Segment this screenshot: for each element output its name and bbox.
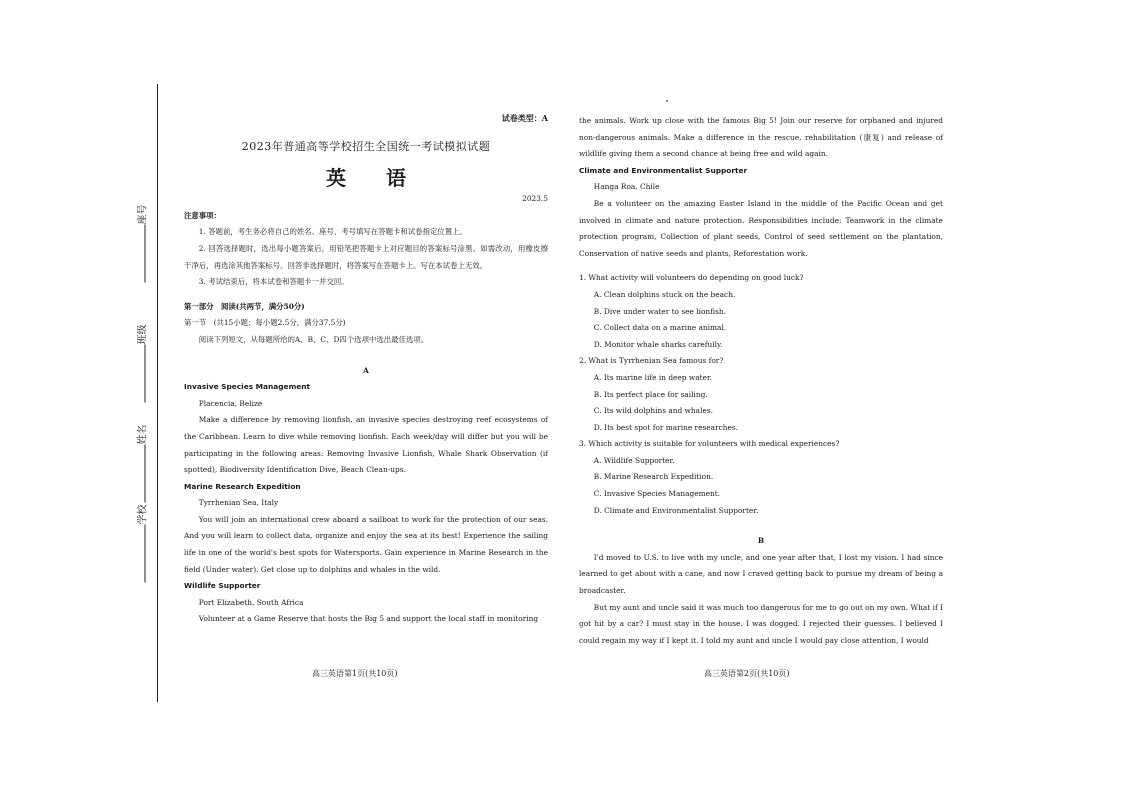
page-footer-left: 高三英语第1页(共10页) — [312, 669, 398, 678]
exam-title: 2023年普通高等学校招生全国统一考试模拟试题 — [241, 139, 491, 153]
program-text-marine: You will join an international crew aboard a sailboat to work for the protection of our seas. And you will learn to collect data, organize and enjoy the sea at its best! Experience the sailing life in one of the world's best spots for Watersports. Gain experience in Marine Research in the field (Under water). Get close up to dolphins and whales in the wild. — [184, 514, 548, 574]
exam-date: 2023.5 — [522, 194, 548, 204]
program-location-marine: Tyrrhenian Sea, Italy — [198, 498, 279, 508]
passage-b-letter: B — [757, 536, 765, 546]
program-location-climate: Hanga Roa, Chile — [593, 182, 660, 192]
name-blank — [137, 445, 146, 503]
right-column — [579, 113, 943, 649]
question-1-option-d: D. Monitor whale sharks carefully. — [593, 339, 723, 349]
seat-label: 座号 — [137, 204, 149, 225]
question-1-stem: 1. What activity will volunteers do depending on good luck? — [579, 273, 804, 283]
page-footer-right: 高三英语第2页(共10页) — [704, 669, 790, 678]
scan-speck — [666, 100, 668, 102]
passage-b-paragraph-2: But my aunt and uncle said it was much too dangerous for me to go out on my own. What if I got hit by a car? I must stay in the house. I was dogged. I rejected their guesses. I believed I could regain my way if I kept it. I told my aunt and uncle I would pay close attention, I would — [579, 602, 943, 645]
class-label: 班级 — [137, 324, 149, 345]
school-blank — [137, 525, 146, 583]
section-sub: 第一节 (共15小题；每小题2.5分，满分37.5分) — [184, 318, 346, 328]
program-text-wildlife-part1: Volunteer at a Game Reserve that hosts the Big 5 and support the local staff in monitoring — [198, 614, 539, 624]
question-3-option-c: C. Invasive Species Management. — [593, 489, 721, 499]
paper-type: 试卷类型：A — [501, 113, 548, 123]
program-location-invasive: Placencia, Belize — [198, 398, 263, 408]
notes-item-3: 3. 考试结束后，将本试卷和答题卡一并交回。 — [198, 277, 349, 287]
question-3-option-b: B. Marine Research Expedition. — [593, 472, 714, 482]
binding-line — [157, 84, 158, 702]
question-2-option-b: B. Its perfect place for sailing. — [593, 389, 708, 399]
program-text-invasive: Make a difference by removing lionfish, an invasive species destroying reef ecosystems of the Caribbean. Learn to dive while removing lionfish. Each week/day will differ but you will be participating in the following areas: Removing Invasive Lionfish, Whale Shark Observation (if spotted), Biodiversity Identification Dive, Beach Clean-ups. — [184, 415, 548, 475]
section-instruction: 阅读下列短文，从每题所给的A、B、C、D四个选项中选出最佳选项。 — [198, 334, 429, 344]
binding-seat-field — [134, 205, 149, 287]
school-label: 学校 — [137, 504, 149, 525]
name-label: 姓名 — [137, 424, 149, 445]
notes-title: 注意事项： — [184, 210, 221, 220]
subject-title: 英语 — [326, 166, 446, 191]
program-title-invasive: Invasive Species Management — [184, 382, 311, 392]
question-3-stem: 3. Which activity is suitable for volunteers with medical experiences? — [579, 439, 840, 449]
question-2-option-c: C. Its wild dolphins and whales. — [593, 406, 713, 416]
notes-item-1: 1. 答题前，考生务必将自己的姓名、座号、考号填写在答题卡和试卷指定位置上。 — [198, 227, 467, 237]
question-1-option-b: B. Dive under water to see lionfish. — [593, 306, 727, 316]
program-text-climate: Be a volunteer on the amazing Easter Island in the middle of the Pacific Ocean and get involved in climate and nature protection. Responsibilities include: Teamwork in the climate protection program, Collection of plant seeds, Control of seed settlement on the plantation, Conservation of native seeds and plants, Reforestation work. — [579, 198, 943, 258]
question-1-option-a: A. Clean dolphins stuck on the beach. — [593, 289, 736, 299]
notes-item-2: 2. 回答选择题时，选出每小题答案后，用铅笔把答题卡上对应题目的答案标号涂黑。如需改动，用橡皮擦干净后，再选涂其他答案标号。回答非选择题时，将答案写在答题卡上。写在本试卷上无效。 — [184, 243, 548, 270]
seat-blank — [137, 225, 146, 283]
passage-a-letter: A — [363, 365, 369, 375]
question-3-option-d: D. Climate and Environmentalist Supporter. — [593, 505, 759, 515]
binding-name-field — [134, 425, 149, 507]
binding-class-field — [134, 325, 149, 407]
question-2-option-d: D. Its best spot for marine researches. — [593, 422, 738, 432]
passage-b-paragraph-1: I'd moved to U.S. to live with my uncle, and one year after that, I lost my vision. I had since learned to get about with a cane, and now I craved getting back to pursue my dream of being a broadcaster. — [579, 552, 943, 596]
program-location-wildlife: Port Elizabeth, South Africa — [198, 597, 304, 607]
question-3-option-a: A. Wildlife Supporter. — [593, 455, 675, 465]
section-part: 第一部分 阅读(共两节，满分50分) — [184, 301, 305, 311]
program-title-wildlife: Wildlife Supporter — [184, 581, 261, 591]
program-title-marine: Marine Research Expedition — [184, 481, 301, 491]
program-text-wildlife-part2: the animals. Work up close with the famous Big 5! Join our reserve for orphaned and injured non-dangerous animals. Make a difference in the rescue, rehabilitation (康复) and release of wildlife giving them a second chance at being free and wild again. — [579, 116, 943, 159]
question-2-option-a: A. Its marine life in deep water. — [593, 372, 713, 382]
binding-school-field — [134, 505, 149, 587]
question-2-stem: 2. What is Tyrrhenian Sea famous for? — [579, 356, 724, 366]
left-column — [184, 110, 548, 628]
question-1-option-c: C. Collect data on a marine animal. — [593, 323, 727, 333]
program-title-climate: Climate and Environmentalist Supporter — [579, 165, 748, 175]
class-blank — [137, 345, 146, 403]
